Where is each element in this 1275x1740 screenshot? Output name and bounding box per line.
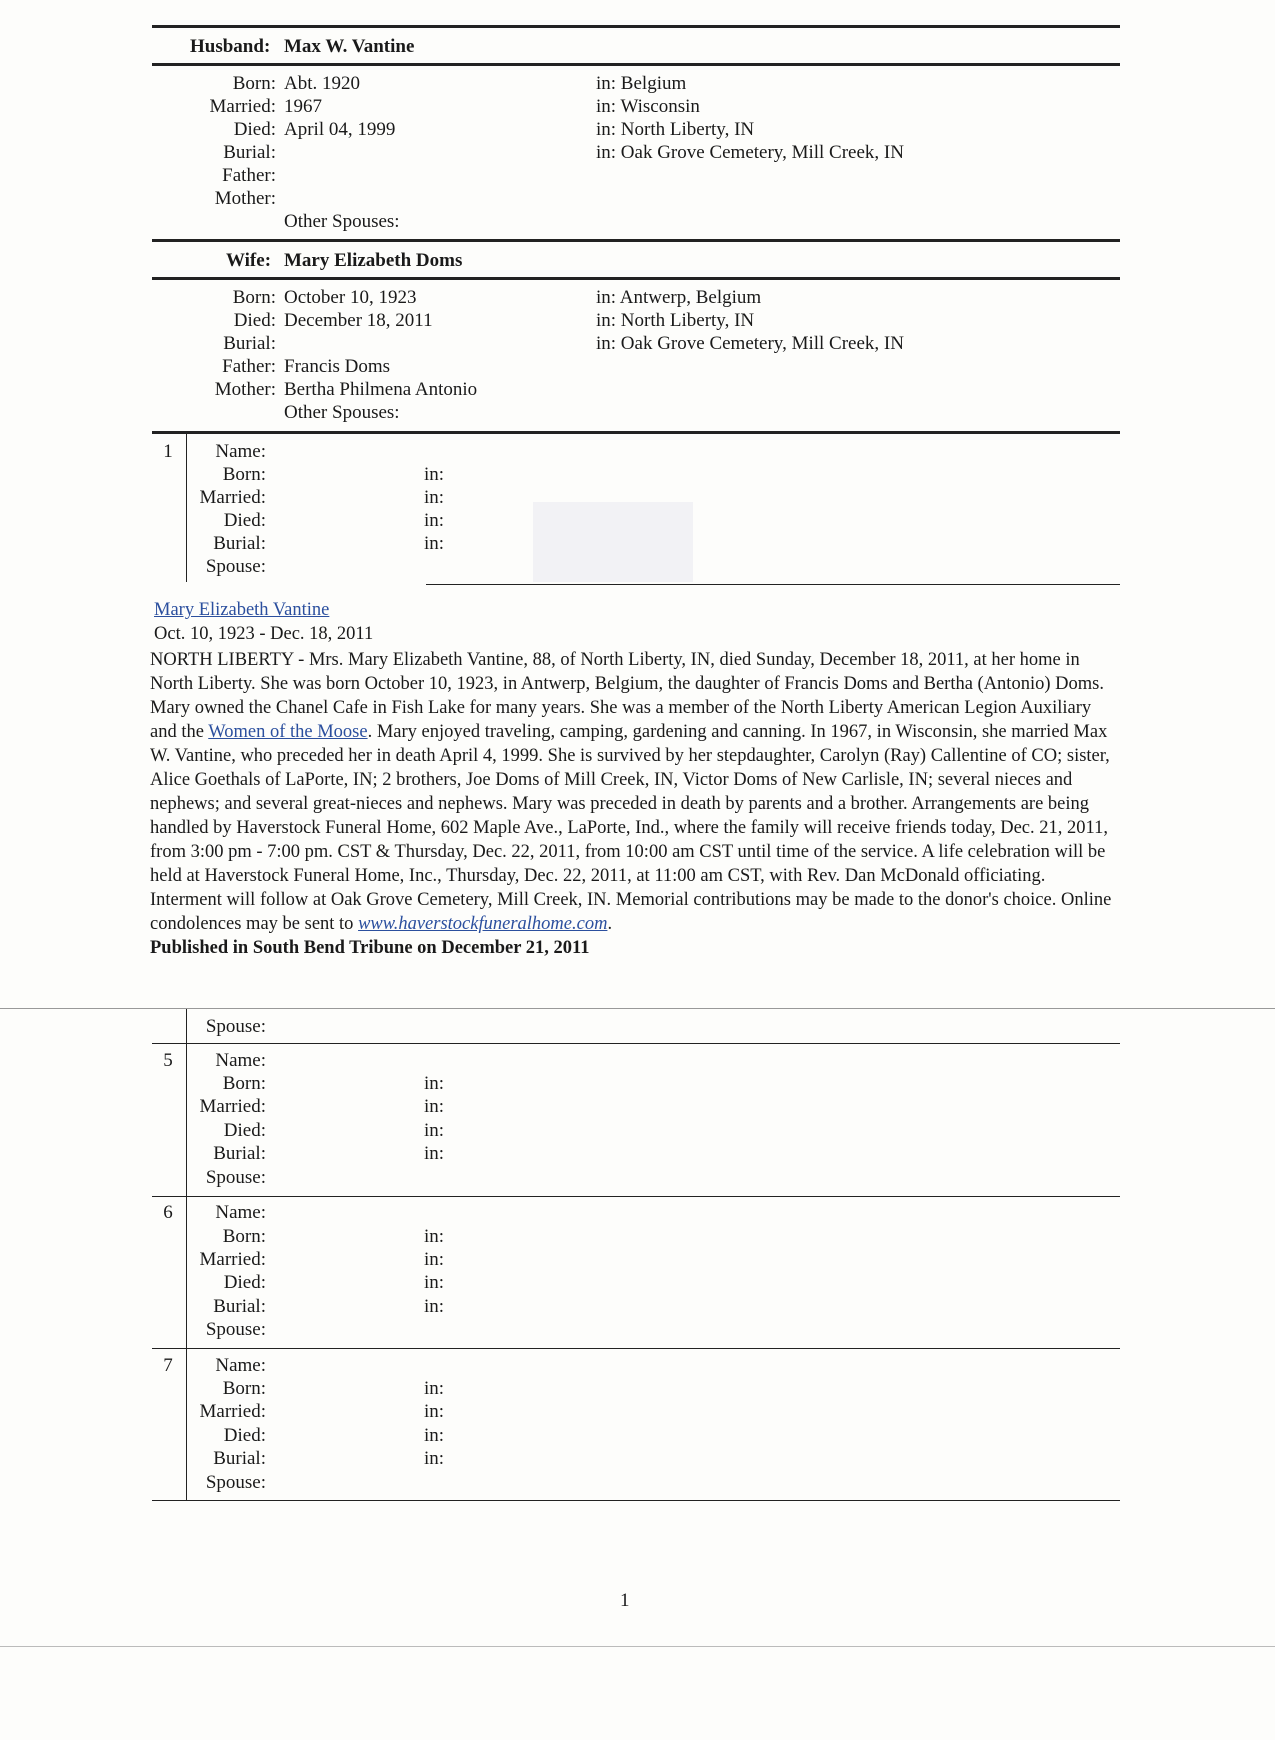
wife-rule <box>152 277 1120 280</box>
wife-mother-value: Bertha Philmena Antonio <box>284 379 478 400</box>
child-7-bottom-rule <box>152 1500 1120 1501</box>
child-5-died-label: Died: <box>223 1120 266 1141</box>
page-join-edge <box>0 1008 1275 1009</box>
child-6-married-in: in: <box>424 1249 445 1270</box>
child-1-bottom-rule <box>426 584 1120 585</box>
wife-other-spouses: Other Spouses: <box>284 402 400 423</box>
child-7-died-label: Died: <box>223 1425 266 1446</box>
scan-bottom-edge <box>0 1646 1275 1647</box>
child-6-burial-label: Burial: <box>213 1296 266 1317</box>
child-6-born-label: Born: <box>222 1226 266 1247</box>
child-5-name-label: Name: <box>215 1050 266 1071</box>
funeral-home-website-link[interactable]: www.haverstockfuneralhome.com <box>358 914 608 934</box>
husband-married-label: Married: <box>209 96 276 117</box>
child-7-burial-in: in: <box>424 1448 445 1469</box>
child-5-number: 5 <box>163 1050 173 1071</box>
child-1-spouse-label: Spouse: <box>205 556 266 577</box>
wife-died-label: Died: <box>233 310 276 331</box>
child-5-died-in: in: <box>424 1120 445 1141</box>
child-5-spouse-label: Spouse: <box>205 1167 266 1188</box>
child-5-married-in: in: <box>424 1096 445 1117</box>
wife-mother-label: Mother: <box>214 379 276 400</box>
child-5-burial-in: in: <box>424 1143 445 1164</box>
husband-burial-place: in: Oak Grove Cemetery, Mill Creek, IN <box>596 142 904 163</box>
fragment-spouse-label: Spouse: <box>205 1016 266 1037</box>
child-1-name-label: Name: <box>215 441 266 462</box>
child-7-burial-label: Burial: <box>213 1448 266 1469</box>
child-1-died-label: Died: <box>223 510 266 531</box>
husband-born-value: Abt. 1920 <box>284 73 360 94</box>
obituary-dates: Oct. 10, 1923 - Dec. 18, 2011 <box>154 624 374 644</box>
child-7-born-in: in: <box>424 1378 445 1399</box>
wife-born-value: October 10, 1923 <box>284 287 417 308</box>
fragment-bottom-rule <box>152 1043 1120 1044</box>
child-7-spouse-label: Spouse: <box>205 1472 266 1493</box>
paper-smudge <box>533 502 693 582</box>
wife-name: Mary Elizabeth Doms <box>284 250 463 271</box>
child-1-burial-in: in: <box>424 533 445 554</box>
husband-heading-label: Husband: <box>190 36 271 57</box>
wife-burial-place: in: Oak Grove Cemetery, Mill Creek, IN <box>596 333 904 354</box>
wife-heading-label: Wife: <box>226 250 272 271</box>
wife-born-place: in: Antwerp, Belgium <box>596 287 762 308</box>
child-6-bottom-rule <box>152 1348 1120 1349</box>
top-rule <box>152 25 1120 28</box>
child-6-number: 6 <box>163 1202 173 1223</box>
wife-burial-label: Burial: <box>223 333 276 354</box>
child-6-burial-in: in: <box>424 1296 445 1317</box>
child-6-married-label: Married: <box>199 1249 266 1270</box>
husband-married-value: 1967 <box>284 96 322 117</box>
wife-father-label: Father: <box>222 356 276 377</box>
husband-burial-label: Burial: <box>223 142 276 163</box>
child-1-rule <box>152 431 1120 434</box>
child-6-name-label: Name: <box>215 1202 266 1223</box>
child-1-died-in: in: <box>424 510 445 531</box>
husband-other-spouses: Other Spouses: <box>284 211 400 232</box>
child-6-spouse-label: Spouse: <box>205 1319 266 1340</box>
child-1-married-in: in: <box>424 487 445 508</box>
child-5-born-label: Born: <box>222 1073 266 1094</box>
obituary-text-2: . Mary enjoyed traveling, camping, gardening and canning. In 1967, in Wisconsin, she married Max W. Vantine, who preceded her in death April 4, 1999. She is survived by her stepdaughter, Carolyn (Ray) Callentine of CO; sister, Alice Goethals of LaPorte, IN; 2 brothers, Joe Doms of Mill Creek, IN, Victor Doms of New Carlisle, IN; several nieces and nephews; and several great-nieces and nephews. Mary was preceded in death by parents and a brother. Arrangements are being handled by Haverstock Funeral Home, 602 Maple Ave., LaPorte, Ind., where the family will receive friends today, Dec. 21, 2011, from 3:00 pm - 7:00 pm. CST & Thursday, Dec. 22, 2011, from 10:00 am CST until time of the service. A life celebration will be held at Haverstock Funeral Home, Inc., Thursday, Dec. 22, 2011, at 11:00 am CST, with Rev. Dan McDonald officiating. Interment will follow at Oak Grove Cemetery, Mill Creek, IN. Memorial contributions may be made to the donor's choice. Online condolences may be sent to <box>150 722 1112 934</box>
wife-died-value: December 18, 2011 <box>284 310 433 331</box>
obituary-published: Published in South Bend Tribune on December 21, 2011 <box>150 938 590 958</box>
women-of-the-moose-link[interactable]: Women of the Moose <box>208 722 368 742</box>
husband-born-place: in: Belgium <box>596 73 687 94</box>
obituary-name-link[interactable]: Mary Elizabeth Vantine <box>154 600 330 620</box>
child-1-born-in: in: <box>424 464 445 485</box>
obituary-text-1: NORTH LIBERTY - Mrs. Mary Elizabeth Vantine, 88, of North Liberty, IN, died Sunday, December 18, 2011, at her home in North Liberty. She was born October 10, 1923, in Antwerp, Belgium, the daughter of Francis Doms and Bertha (Antonio) Doms. Mary owned the Chanel Cafe in Fish Lake for many years. She was a member of the North Liberty American Legion Auxiliary and the <box>150 650 1104 742</box>
child-7-married-label: Married: <box>199 1401 266 1422</box>
husband-father-label: Father: <box>222 165 276 186</box>
child-1-married-label: Married: <box>199 487 266 508</box>
child-7-married-in: in: <box>424 1401 445 1422</box>
wife-father-value: Francis Doms <box>284 356 391 377</box>
child-5-married-label: Married: <box>199 1096 266 1117</box>
child-6-died-in: in: <box>424 1272 445 1293</box>
child-7-number: 7 <box>163 1355 173 1376</box>
child-7-born-label: Born: <box>222 1378 266 1399</box>
child-5-born-in: in: <box>424 1073 445 1094</box>
husband-died-value: April 04, 1999 <box>284 119 396 140</box>
wife-died-place: in: North Liberty, IN <box>596 310 755 331</box>
child-1-born-label: Born: <box>222 464 266 485</box>
child-1-number: 1 <box>163 441 173 462</box>
child-6-born-in: in: <box>424 1226 445 1247</box>
husband-rule <box>152 63 1120 66</box>
husband-mother-label: Mother: <box>214 188 276 209</box>
wife-born-label: Born: <box>232 287 276 308</box>
child-6-died-label: Died: <box>223 1272 266 1293</box>
child-7-name-label: Name: <box>215 1355 266 1376</box>
husband-born-label: Born: <box>232 73 276 94</box>
husband-name: Max W. Vantine <box>284 36 415 57</box>
obituary-text-3: . <box>607 914 613 934</box>
husband-married-place: in: Wisconsin <box>596 96 700 117</box>
child-1-burial-label: Burial: <box>213 533 266 554</box>
child-5-burial-label: Burial: <box>213 1143 266 1164</box>
husband-died-place: in: North Liberty, IN <box>596 119 755 140</box>
child-7-died-in: in: <box>424 1425 445 1446</box>
husband-died-label: Died: <box>233 119 276 140</box>
obituary-body <box>150 648 1120 960</box>
page-number: 1 <box>620 1590 630 1611</box>
wife-top-rule <box>152 239 1120 242</box>
child-5-bottom-rule <box>152 1196 1120 1197</box>
